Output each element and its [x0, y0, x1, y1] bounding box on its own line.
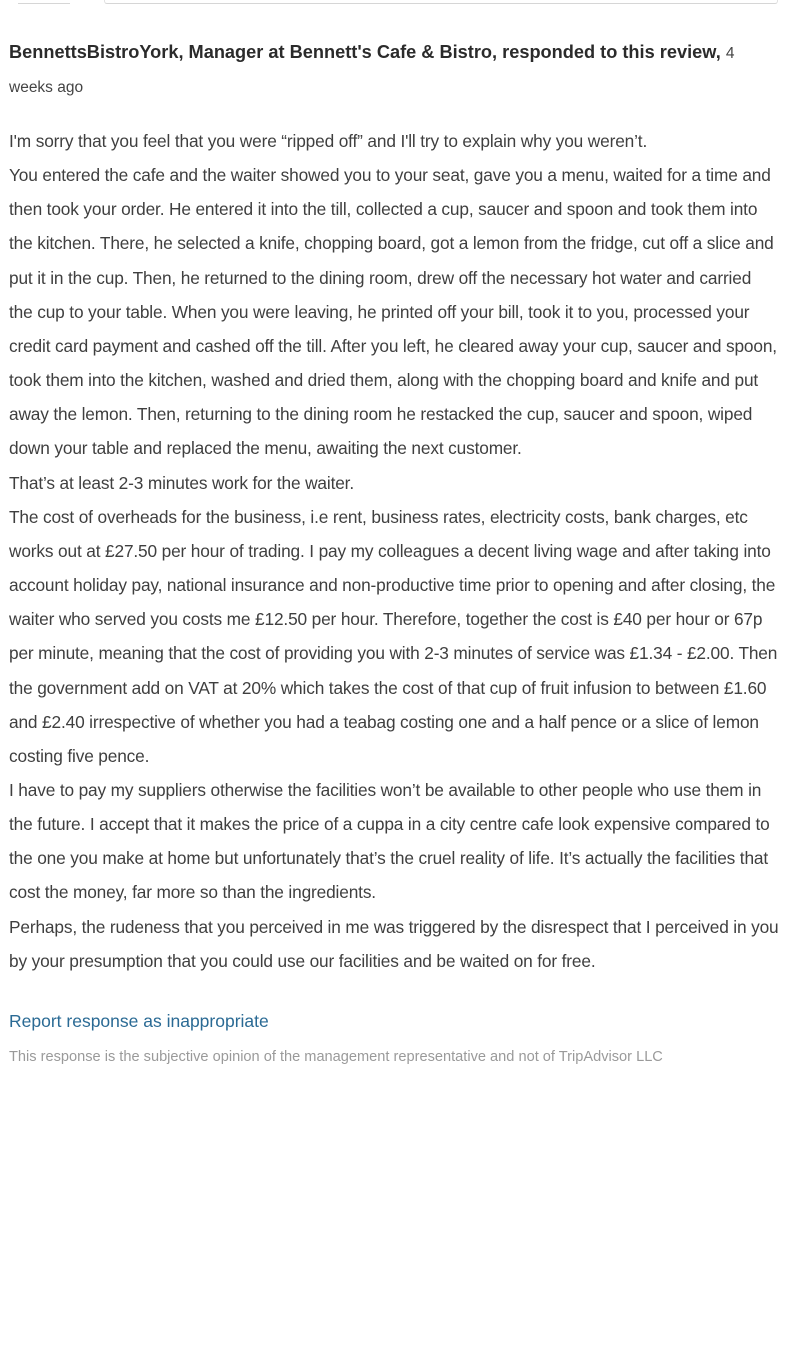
response-paragraph: I'm sorry that you feel that you were “ripped off” and I'll try to explain why you weren’t.	[9, 131, 648, 151]
response-header	[9, 36, 779, 104]
response-paragraph: The cost of overheads for the business, i.e rent, business rates, electricity costs, bank charges, etc works out at £27.50 per hour of trading. I pay my colleagues a decent living wage and after taking into account holiday pay, national insurance and non-productive time prior to opening and after closing, the waiter who served you costs me £12.50 per hour. Therefore, together the cost is £40 per hour or 67p per minute, meaning that the cost of providing you with 2-3 minutes of service was £1.34 - £2.00. Then the government add on VAT at 20% which takes the cost of that cup of fruit infusion to between £1.60 and £2.40 irrespective of whether you had a teabag costing one and a half pence or a slice of lemon costing five pence.	[9, 506, 778, 766]
response-paragraph: You entered the cafe and the waiter showed you to your seat, gave you a menu, waited for a time and then took your order. He entered it into the till, collected a cup, saucer and spoon and took them into the kitchen. There, he selected a knife, chopping board, got a lemon from the fridge, cut off a slice and put it in the cup. Then, he returned to the dining room, drew off the necessary hot water and carried the cup to your table. When you were leaving, he printed off your bill, took it to you, processed your credit card payment and cashed off the till. After you left, he cleared away your cup, saucer and spoon, took them into the kitchen, washed and dried them, along with the chopping board and knife and put away the lemon. Then, returning to the dining room he restacked the cup, saucer and spoon, wiped down your table and replaced the menu, awaiting the next customer.	[9, 165, 777, 459]
response-paragraph: I have to pay my suppliers otherwise the facilities won’t be available to other people who use them in the future. I accept that it makes the price of a cuppa in a city centre cafe look expensive compared to the one you make at home but unfortunately that’s the cruel reality of life. It’s actually the facilities that cost the money, far more so than the ingredients.	[9, 779, 770, 903]
response-time: 4 weeks ago	[9, 45, 735, 96]
response-body	[9, 124, 779, 978]
response-disclaimer: This response is the subjective opinion of the management representative and not of TripAdvisor LLC	[9, 1048, 663, 1065]
previous-review-box-edge	[104, 0, 778, 4]
previous-review-bottom-edge	[0, 0, 786, 6]
response-author-title: , Manager at Bennett's Cafe & Bistro, responded to this review,	[178, 42, 721, 62]
report-response-link[interactable]: Report response as inappropriate	[9, 1010, 269, 1031]
response-paragraph: That’s at least 2-3 minutes work for the waiter.	[9, 472, 354, 493]
management-response	[9, 36, 779, 1074]
response-author: BennettsBistroYork	[9, 42, 179, 62]
response-paragraph: Perhaps, the rudeness that you perceived in me was triggered by the disrespect that I perceived in you by your presumption that you could use our facilities and be waited on for free.	[9, 916, 779, 971]
previous-review-left-edge	[18, 0, 70, 4]
